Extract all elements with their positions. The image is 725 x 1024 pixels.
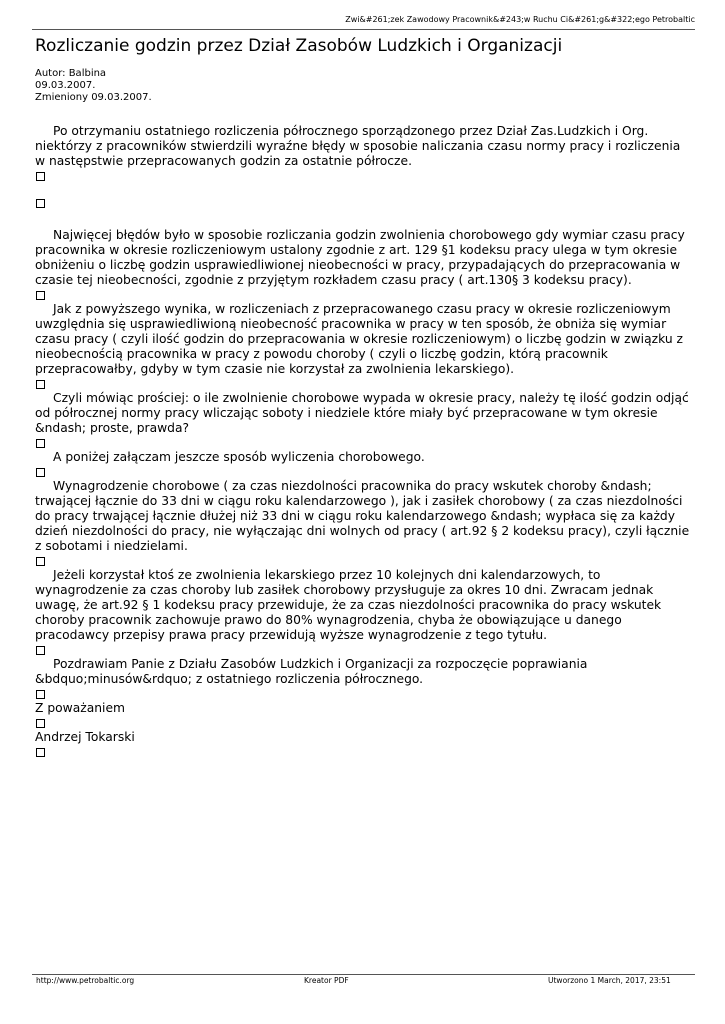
placeholder-box	[36, 748, 45, 757]
placeholder-box	[36, 380, 45, 389]
placeholder-box	[36, 468, 45, 477]
modified-date: Zmieniony 09.03.2007.	[35, 92, 152, 103]
paragraph-7: Jeżeli korzystał ktoś ze zwolnienia lekarskiego przez 10 kolejnych dni kalendarzowych, to wynagrodzenie za czas choroby lub zasiłek chorobowy przysługuje za okres 10 dni. Zwracam jednak uwagę, że art.92 § 1 kodeksu pracy przewiduje, że za czas niezdolności pracownika do pracy wskutek choroby pracownik zachowuje prawo do 80% wynagrodzenia, chyba że obowiązujące u danego pracodawcy przepisy prawa pracy przewidują wyższe wynagrodzenie z tego tytułu.	[35, 568, 662, 642]
site-header-title: Zwi&#261;zek Zawodowy Pracownik&#243;w Ruchu Ci&#261;g&#322;ego Petrobaltic	[345, 15, 695, 24]
closing-line: Z poważaniem	[35, 701, 125, 715]
created-date: 09.03.2007.	[35, 80, 96, 91]
footer-created-at: Utworzono 1 March, 2017, 23:51	[548, 976, 671, 985]
article-body	[35, 124, 690, 759]
placeholder-box	[36, 199, 45, 208]
footer-divider	[32, 974, 695, 975]
placeholder-box	[36, 690, 45, 699]
header-divider	[32, 29, 695, 30]
paragraph-2: Najwięcej błędów było w sposobie rozliczania godzin zwolnienia chorobowego gdy wymiar czasu pracy pracownika w okresie rozliczeniowym ustalony zgodnie z art. 129 §1 kodeksu pracy ulega w tym okresie obniżeniu o liczbę godzin usprawiedliwionej nieobecności w pracy, przypadających do przepracowania w czasie tej nieobecności, zgodnie z przyjętym rozkładem czasu pracy ( art.130§ 3 kodeksu pracy).	[35, 228, 685, 287]
footer-url-link[interactable]: http://www.petrobaltic.org	[36, 976, 135, 985]
paragraph-8: Pozdrawiam Panie z Działu Zasobów Ludzkich i Organizacji za rozpoczęcie poprawiania &bdquo;minusów&rdquo; z ostatniego rozliczenia półrocznego.	[35, 657, 588, 686]
author-line: Autor: Balbina	[35, 68, 107, 79]
article-meta	[35, 68, 152, 104]
paragraph-1: Po otrzymaniu ostatniego rozliczenia półrocznego sporządzonego przez Dział Zas.Ludzkich i Org. niektórzy z pracowników stwierdzili wyraźne błędy w sposobie naliczania czasu normy pracy i rozliczenia w następstwie przepracowanych godzin za ostatnie półrocze.	[35, 124, 681, 168]
footer-generator: Kreator PDF	[304, 976, 349, 985]
article-title: Rozliczanie godzin przez Dział Zasobów Ludzkich i Organizacji	[35, 36, 563, 56]
placeholder-box	[36, 557, 45, 566]
paragraph-4: Czyli mówiąc prościej: o ile zwolnienie chorobowe wypada w okresie pracy, należy tę ilość godzin odjąć od półrocznej normy pracy wliczając soboty i niedziele które miały być przepracowane w tym okresie &ndash; proste, prawda?	[35, 391, 689, 435]
placeholder-box	[36, 719, 45, 728]
paragraph-6: Wynagrodzenie chorobowe ( za czas niezdolności pracownika do pracy wskutek choroby &ndash; trwającej łącznie do 33 dni w ciągu roku kalendarzowego ), jak i zasiłek chorobowy ( za czas niezdolności do pracy trwającej łącznie dłużej niż 33 dni w ciągu roku kalendarzowego &ndash; wypłaca się za każdy dzień niezdolności do pracy, nie wyłączając dni wolnych od pracy ( art.92 § 2 kodeksu pracy), czyli łącznie z sobotami i niedzielami.	[35, 479, 690, 553]
paragraph-5: A poniżej załączam jeszcze sposób wyliczenia chorobowego.	[53, 450, 425, 464]
paragraph-3: Jak z powyższego wynika, w rozliczeniach z przepracowanego czasu pracy w okresie rozliczeniowym uwzględnia się usprawiedliwioną nieobecność pracownika w pracy w ten sposób, że obniża się wymiar czasu pracy ( czyli ilość godzin do przepracowania w okresie rozliczeniowym) o liczbę godzin w związku z nieobecnością pracownika w pracy z powodu choroby ( czyli o liczbę godzin, którą pracownik przepracowałby, gdyby w tym czasie nie korzystał za zwolnienia lekarskiego).	[35, 302, 683, 376]
placeholder-box	[36, 172, 45, 181]
signature: Andrzej Tokarski	[35, 730, 135, 744]
placeholder-box	[36, 291, 45, 300]
placeholder-box	[36, 646, 45, 655]
placeholder-box	[36, 439, 45, 448]
